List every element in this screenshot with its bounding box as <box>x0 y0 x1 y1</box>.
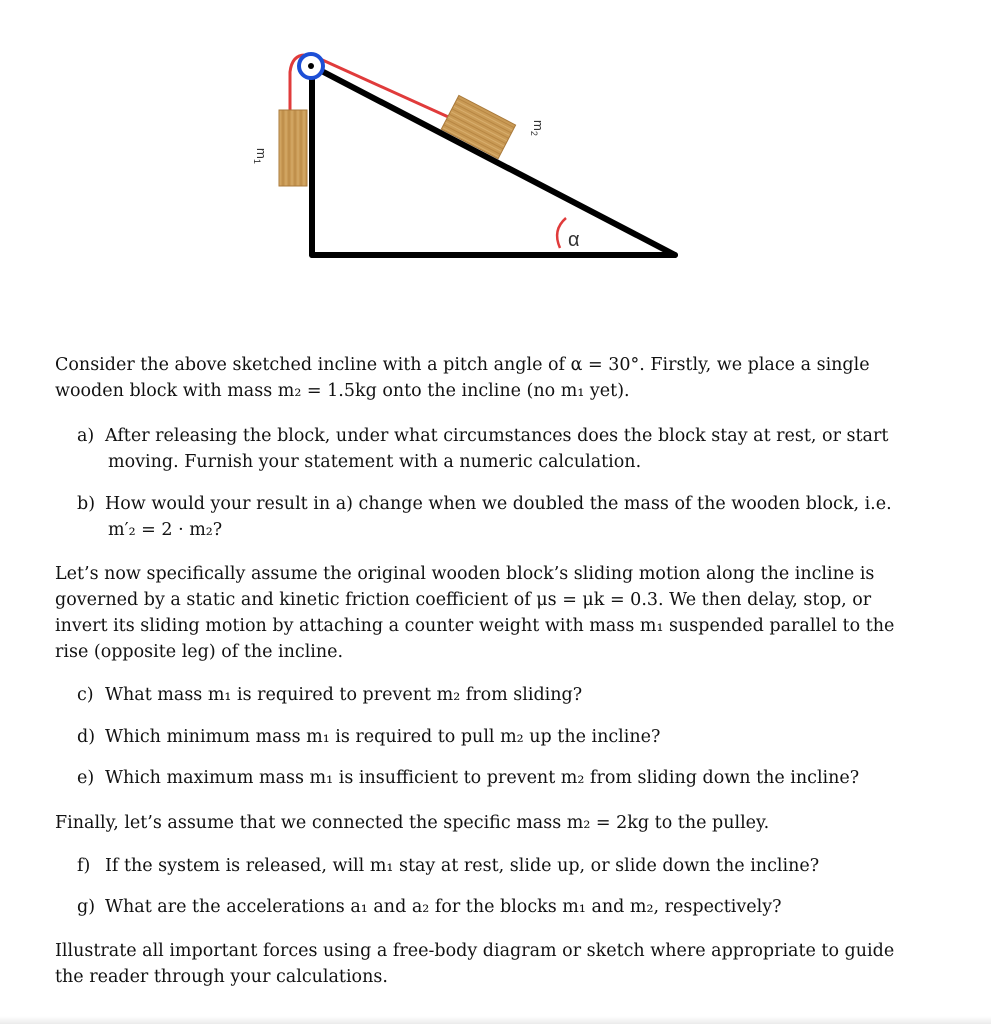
question-label: c) <box>77 685 94 705</box>
label-m2: $m_2$ <box>529 120 546 136</box>
question-c <box>77 682 937 708</box>
angle-label: α <box>568 229 580 251</box>
label-m1: $m_1$ <box>252 148 269 164</box>
question-b-line-2: m′₂ = 2 · m₂? <box>108 520 223 540</box>
para2-line-2: governed by a static and kinetic friction coefficient of μs = μk = 0.3. We then delay, stop, or <box>55 590 872 610</box>
final-setup-paragraph <box>55 810 935 836</box>
para2-line-3: invert its sliding motion by attaching a counter weight with mass m₁ suspended parallel to the <box>55 616 895 636</box>
question-c-text: What mass m₁ is required to prevent m₂ from sliding? <box>105 685 583 705</box>
para2-line-1: Let’s now specifically assume the original wooden block’s sliding motion along the incline is <box>55 564 875 584</box>
question-d-text: Which minimum mass m₁ is required to pull m₂ up the incline? <box>105 727 661 747</box>
question-label: a) <box>77 426 95 446</box>
rope-incline <box>318 58 455 120</box>
angle-arc <box>557 218 566 248</box>
block-m2 <box>441 95 515 158</box>
incline-figure <box>0 0 991 300</box>
question-e <box>77 765 937 791</box>
intro-line-2: wooden block with mass m₂ = 1.5kg onto the incline (no m₁ yet). <box>55 381 630 401</box>
block-m1 <box>279 110 307 186</box>
question-label: d) <box>77 727 96 747</box>
question-f-text: If the system is released, will m₁ stay at rest, slide up, or slide down the incline? <box>105 856 820 876</box>
intro-line-1: Consider the above sketched incline with a pitch angle of α = 30°. Firstly, we place a single <box>55 355 870 375</box>
page-bottom-edge <box>0 1016 991 1024</box>
question-a <box>77 423 937 475</box>
para3-text: Finally, let’s assume that we connected the specific mass m₂ = 2kg to the pulley. <box>55 813 770 833</box>
question-label: b) <box>77 494 96 514</box>
question-b <box>77 491 937 543</box>
intro-paragraph <box>55 352 935 404</box>
question-f <box>77 853 937 879</box>
question-a-line-1: After releasing the block, under what circumstances does the block stay at rest, or start <box>105 426 889 446</box>
incline-hypotenuse <box>312 66 675 255</box>
question-label: g) <box>77 897 96 917</box>
question-d <box>77 724 937 750</box>
para2-line-4: rise (opposite leg) of the incline. <box>55 642 344 662</box>
friction-paragraph <box>55 561 935 665</box>
question-label: e) <box>77 768 95 788</box>
question-g-text: What are the accelerations a₁ and a₂ for the blocks m₁ and m₂, respectively? <box>105 897 782 917</box>
question-label: f) <box>77 856 91 876</box>
question-b-line-1: How would your result in a) change when we doubled the mass of the wooden block, i.e. <box>105 494 892 514</box>
question-e-text: Which maximum mass m₁ is insufficient to prevent m₂ from sliding down the incline? <box>105 768 860 788</box>
closing-line-2: the reader through your calculations. <box>55 967 388 987</box>
closing-line-1: Illustrate all important forces using a free-body diagram or sketch where appropriate to guide <box>55 941 895 961</box>
question-g <box>77 894 937 920</box>
closing-paragraph <box>55 938 935 990</box>
question-a-line-2: moving. Furnish your statement with a numeric calculation. <box>108 452 642 472</box>
